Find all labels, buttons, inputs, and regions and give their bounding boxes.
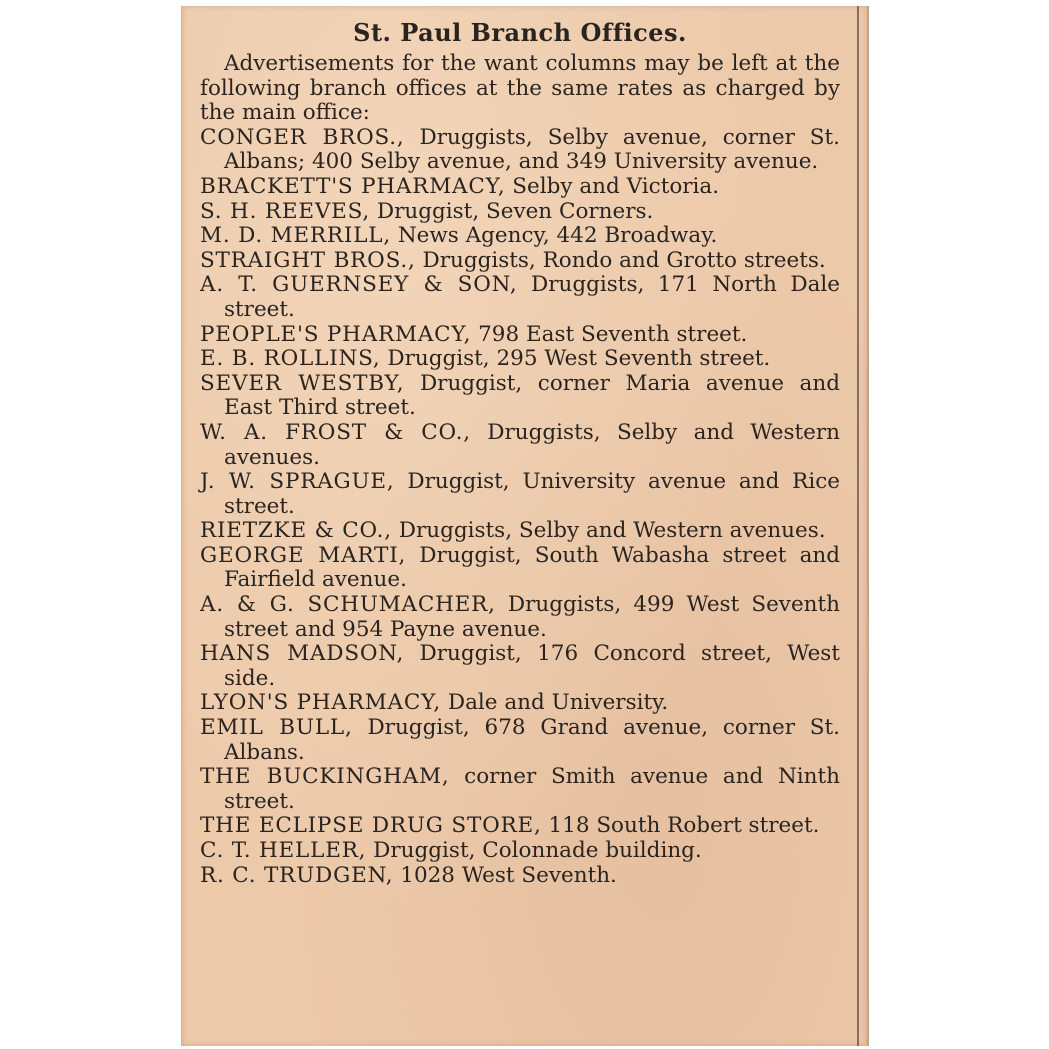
entry-detail: Druggists, Selby and Western avenues. <box>224 419 840 470</box>
entry-detail: 798 East Seventh street. <box>471 321 748 347</box>
list-item <box>200 716 840 765</box>
list-item <box>200 421 840 470</box>
entry-detail: Selby and Victoria. <box>505 173 720 199</box>
list-item <box>200 519 840 544</box>
entry-name: C. T. HELLER, <box>200 838 367 863</box>
entry-detail: corner Smith avenue and Ninth street. <box>224 764 840 814</box>
entry-detail: Dale and University. <box>441 690 669 716</box>
list-item <box>200 470 840 519</box>
entry-name: R. C. TRUDGEN, <box>200 862 394 888</box>
list-item <box>200 544 840 593</box>
entry-detail: Druggists, Rondo and Grotto streets. <box>415 247 826 273</box>
entry-detail: Druggist, 295 West Seventh street. <box>380 346 771 372</box>
list-item <box>200 642 840 691</box>
heading: St. Paul Branch Offices. <box>353 18 687 47</box>
entry-detail: Druggist, South Wabasha street and Fairfield avenue. <box>224 542 840 593</box>
list-item <box>200 126 840 175</box>
entry-detail: Druggist, 678 Grand avenue, corner St. Albans. <box>224 715 841 765</box>
entry-name: E. B. ROLLINS, <box>200 346 381 372</box>
list-item <box>200 347 840 372</box>
list-item <box>200 765 840 814</box>
entry-name: GEORGE MARTI, <box>200 542 407 568</box>
entry-name: STRAIGHT BROS., <box>200 247 416 273</box>
list-item <box>200 372 840 421</box>
entry-detail: 118 South Robert street. <box>541 813 820 839</box>
entry-name: THE ECLIPSE DRUG STORE, <box>200 813 542 839</box>
entry-detail: Druggist, University avenue and Rice street. <box>224 469 840 519</box>
list-item <box>200 249 840 274</box>
newspaper-clipping <box>181 6 869 1046</box>
entry-name: A. & G. SCHUMACHER, <box>200 592 496 618</box>
entry-name: HANS MADSON, <box>200 641 405 667</box>
entry-detail: Druggists, 499 West Seventh street and 954 Payne avenue. <box>224 592 840 642</box>
entry-detail: Druggist, Colonnade building. <box>366 838 702 863</box>
entry-name: RIETZKE & CO., <box>200 518 392 544</box>
entry-name: SEVER WESTBY, <box>200 370 405 396</box>
entry-detail: Druggist, corner Maria avenue and East Third street. <box>224 370 840 421</box>
entry-name: EMIL BULL, <box>200 715 353 741</box>
entry-detail: Druggists, Selby avenue, corner St. Albans; 400 Selby avenue, and 349 University avenue. <box>224 124 840 175</box>
column-rule <box>857 6 859 1046</box>
list-item <box>200 839 840 864</box>
entry-name: BRACKETT'S PHARMACY, <box>200 173 506 199</box>
entry-name: THE BUCKINGHAM, <box>200 764 450 790</box>
entry-detail: Druggists, Selby and Western avenues. <box>391 518 826 544</box>
clipping-text <box>200 18 840 888</box>
entry-name: S. H. REEVES, <box>200 198 371 224</box>
entry-name: PEOPLE'S PHARMACY, <box>200 321 472 347</box>
list-item <box>200 814 840 839</box>
entry-name: M. D. MERRILL, <box>200 223 391 249</box>
list-item <box>200 323 840 348</box>
list-item <box>200 175 840 200</box>
entry-detail: News Agency, 442 Broadway. <box>391 223 718 249</box>
entry-detail: Druggist, 176 Concord street, West side. <box>224 641 840 691</box>
list-item <box>200 691 840 716</box>
list-item <box>200 273 840 322</box>
entry-name: W. A. FROST & CO., <box>200 419 471 445</box>
entry-name: A. T. GUERNSEY & SON, <box>200 272 518 298</box>
list-item <box>200 200 840 225</box>
list-item <box>200 864 840 889</box>
list-item <box>200 224 840 249</box>
entry-name: CONGER BROS., <box>200 124 405 150</box>
intro-paragraph: Advertisements for the want columns may be left at the following branch offices at the same rates as charged by the main office: <box>200 51 840 126</box>
entry-detail: 1028 West Seventh. <box>393 862 617 888</box>
entry-name: J. W. SPRAGUE, <box>200 469 395 495</box>
entry-detail: Druggists, 171 North Dale street. <box>224 272 840 322</box>
entry-list <box>200 126 840 888</box>
entry-name: LYON'S PHARMACY, <box>200 690 441 716</box>
list-item <box>200 593 840 642</box>
entry-detail: Druggist, Seven Corners. <box>370 198 654 224</box>
